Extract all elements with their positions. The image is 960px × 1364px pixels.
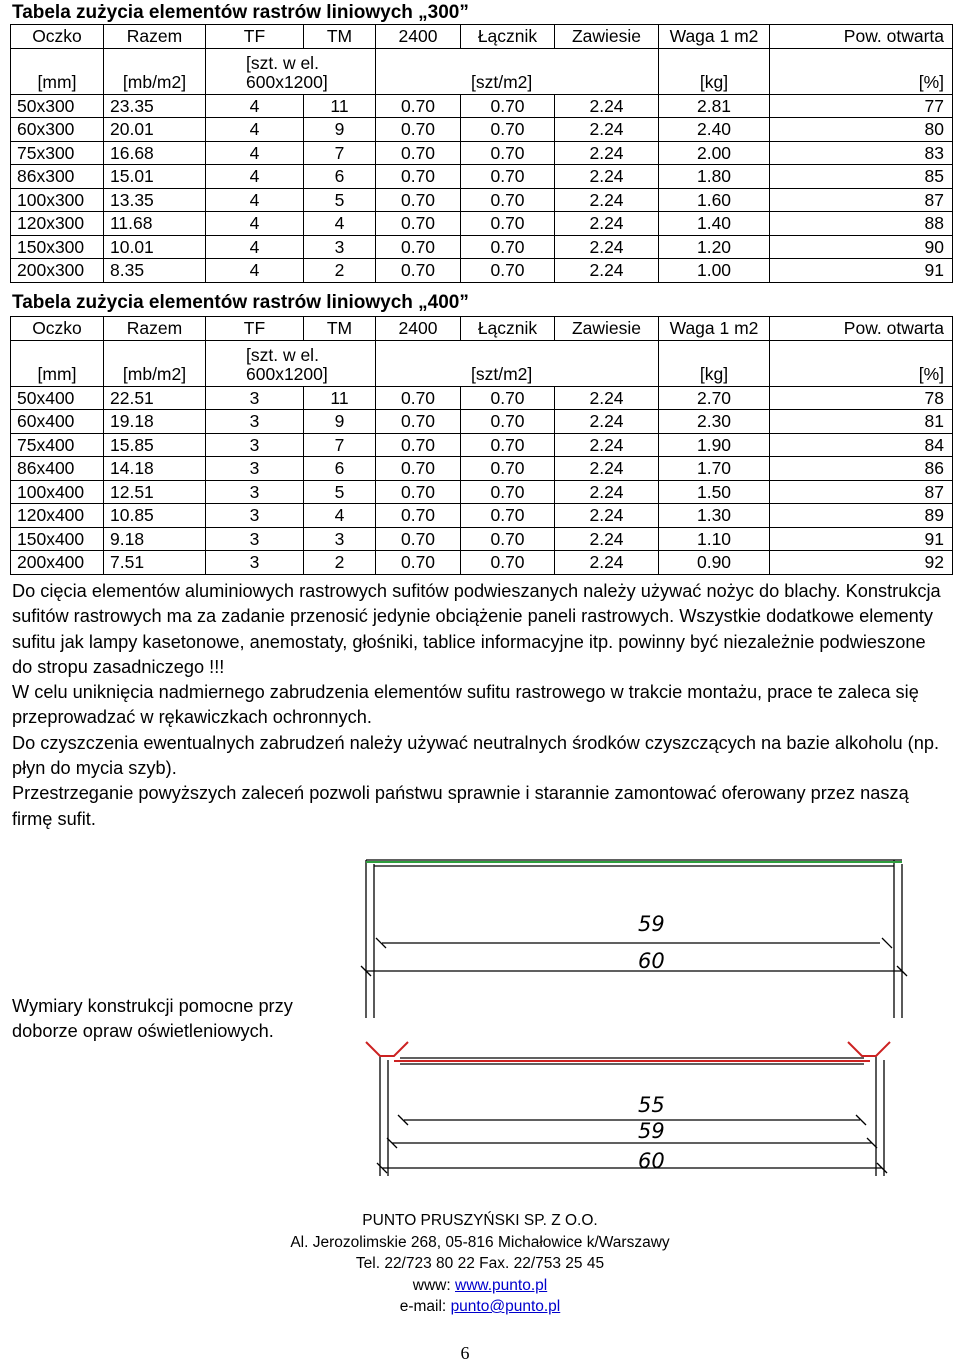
company-www	[280, 1275, 680, 1297]
email-label: e-mail:	[399, 1298, 451, 1315]
table-300-title: Tabela zużycia elementów rastrów liniowych „300”	[12, 2, 469, 23]
table-cell: 1.20	[659, 235, 770, 259]
table-row	[11, 433, 953, 457]
table-cell: 200x300	[11, 259, 104, 283]
table-400-title: Tabela zużycia elementów rastrów liniowych „400”	[12, 292, 469, 313]
table-cell: 4	[206, 188, 304, 212]
table-cell: 2.24	[555, 165, 659, 189]
table-cell: 4	[206, 212, 304, 236]
table-cell: 13.35	[104, 188, 206, 212]
table-cell: 2.24	[555, 141, 659, 165]
table-row	[11, 457, 953, 481]
table-cell: 0.70	[461, 551, 555, 575]
table-cell: 91	[770, 527, 953, 551]
col-tf: TF	[206, 317, 304, 341]
table-cell: 15.01	[104, 165, 206, 189]
table-cell: 2.40	[659, 118, 770, 142]
table-cell: 50x400	[11, 386, 104, 410]
table-cell: 0.70	[376, 141, 461, 165]
table-cell: 2	[304, 551, 376, 575]
table-row	[11, 551, 953, 575]
col-oczko: Oczko	[11, 25, 104, 49]
unit-szt-el-line1: [szt. w el.	[246, 344, 319, 365]
table-cell: 4	[206, 165, 304, 189]
table-cell: 86x300	[11, 165, 104, 189]
table-cell: 4	[206, 141, 304, 165]
company-address: Al. Jerozolimskie 268, 05-816 Michałowice k/Warszawy	[290, 1233, 670, 1251]
table-cell: 2.24	[555, 504, 659, 528]
table-cell: 0.70	[376, 457, 461, 481]
table-cell: 3	[206, 433, 304, 457]
table-cell: 2.81	[659, 94, 770, 118]
table-cell: 0.70	[376, 527, 461, 551]
table-cell: 0.70	[376, 235, 461, 259]
col-razem: Razem	[104, 25, 206, 49]
table-cell: 0.70	[376, 259, 461, 283]
table-cell: 2.24	[555, 94, 659, 118]
table-cell: 1.30	[659, 504, 770, 528]
table-cell: 5	[304, 188, 376, 212]
company-name: PUNTO PRUSZYŃSKI SP. Z O.O.	[362, 1212, 598, 1229]
table-400-units-row	[11, 340, 953, 386]
table-cell: 0.70	[461, 386, 555, 410]
table-row	[11, 386, 953, 410]
table-cell: 1.60	[659, 188, 770, 212]
unit-mb: [mb/m2]	[104, 48, 206, 94]
table-row	[11, 480, 953, 504]
unit-szt-el-line1: [szt. w el.	[246, 52, 319, 73]
table-cell: 1.50	[659, 480, 770, 504]
table-cell: 4	[304, 504, 376, 528]
table-cell: 0.70	[376, 165, 461, 189]
unit-szt-el	[206, 340, 376, 386]
table-cell: 89	[770, 504, 953, 528]
table-cell: 0.70	[461, 504, 555, 528]
unit-pct: [%]	[770, 340, 953, 386]
table-400-body	[11, 386, 953, 574]
table-cell: 100x300	[11, 188, 104, 212]
table-cell: 4	[304, 212, 376, 236]
table-cell: 1.70	[659, 457, 770, 481]
company-phone: Tel. 22/723 80 22 Fax. 22/753 25 45	[355, 1255, 605, 1272]
table-cell: 15.85	[104, 433, 206, 457]
dim-60-label: 60	[638, 1149, 665, 1173]
table-cell: 84	[770, 433, 953, 457]
col-tm: TM	[304, 317, 376, 341]
table-cell: 75x400	[11, 433, 104, 457]
table-cell: 91	[770, 259, 953, 283]
table-cell: 3	[206, 551, 304, 575]
table-cell: 0.70	[461, 259, 555, 283]
note-cutting: Do cięcia elementów aluminiowych rastrowych sufitów podwieszanych należy używać nożyc do blachy. Konstrukcja sufitów rastrowych ma za zadanie przenosić jedynie obciążenie paneli rastrowych. Wszystkie dodatkowe elementy sufitu jak lampy kasetonowe, anemostaty, głośniki, tablice informacyjne itp. powinny być niezależnie podwieszone do stropu zasadniczego !!!	[12, 581, 941, 677]
table-cell: 0.70	[376, 433, 461, 457]
unit-szt-el	[206, 48, 376, 94]
page-number: 6	[460, 1343, 470, 1363]
table-cell: 0.70	[376, 94, 461, 118]
table-cell: 81	[770, 410, 953, 434]
table-cell: 1.80	[659, 165, 770, 189]
unit-mb: [mb/m2]	[104, 340, 206, 386]
table-cell: 11.68	[104, 212, 206, 236]
table-cell: 11	[304, 94, 376, 118]
table-400-header-row	[11, 317, 953, 341]
note-cleaning: Do czyszczenia ewentualnych zabrudzeń należy używać neutralnych środków czyszczących na bazie alkoholu (np. płyn do mycia szyb).	[12, 732, 940, 779]
table-300	[10, 24, 953, 283]
table-cell: 2.24	[555, 551, 659, 575]
unit-szt-m2: [szt/m2]	[376, 340, 659, 386]
table-row	[11, 504, 953, 528]
unit-mm: [mm]	[11, 48, 104, 94]
profile-drawing-1	[360, 850, 920, 1020]
table-cell: 10.85	[104, 504, 206, 528]
table-cell: 0.70	[461, 433, 555, 457]
profile-drawing-2	[360, 1030, 930, 1178]
table-cell: 3	[304, 235, 376, 259]
table-cell: 9	[304, 410, 376, 434]
table-cell: 120x300	[11, 212, 104, 236]
table-cell: 2.24	[555, 433, 659, 457]
unit-mm: [mm]	[11, 340, 104, 386]
table-cell: 0.70	[376, 551, 461, 575]
table-cell: 3	[206, 480, 304, 504]
table-cell: 0.70	[376, 480, 461, 504]
unit-pct: [%]	[770, 48, 953, 94]
table-cell: 1.00	[659, 259, 770, 283]
table-cell: 2.24	[555, 410, 659, 434]
table-row	[11, 259, 953, 283]
table-cell: 92	[770, 551, 953, 575]
table-cell: 3	[206, 504, 304, 528]
www-label: www:	[412, 1276, 455, 1294]
table-cell: 2.30	[659, 410, 770, 434]
www-link[interactable]: www.punto.pl	[455, 1276, 548, 1294]
email-link[interactable]: punto@punto.pl	[450, 1298, 561, 1315]
table-cell: 60x400	[11, 410, 104, 434]
table-row	[11, 141, 953, 165]
company-footer	[280, 1210, 680, 1318]
table-cell: 3	[304, 527, 376, 551]
col-lacznik: Łącznik	[461, 317, 555, 341]
col-waga: Waga 1 m2	[659, 317, 770, 341]
table-cell: 86	[770, 457, 953, 481]
table-cell: 0.70	[461, 410, 555, 434]
col-waga: Waga 1 m2	[659, 25, 770, 49]
col-lacznik: Łącznik	[461, 25, 555, 49]
table-cell: 1.10	[659, 527, 770, 551]
table-row	[11, 188, 953, 212]
table-cell: 4	[206, 259, 304, 283]
table-cell: 0.70	[461, 235, 555, 259]
dim-inner-label: 59	[638, 912, 665, 936]
table-cell: 14.18	[104, 457, 206, 481]
dim-outer-label: 60	[638, 949, 665, 973]
table-row	[11, 165, 953, 189]
table-cell: 0.70	[376, 410, 461, 434]
table-cell: 75x300	[11, 141, 104, 165]
table-cell: 4	[206, 235, 304, 259]
table-cell: 0.70	[376, 504, 461, 528]
col-tf: TF	[206, 25, 304, 49]
table-cell: 7.51	[104, 551, 206, 575]
table-cell: 2.24	[555, 212, 659, 236]
col-oczko: Oczko	[11, 317, 104, 341]
table-cell: 60x300	[11, 118, 104, 142]
table-cell: 0.70	[461, 527, 555, 551]
table-cell: 80	[770, 118, 953, 142]
table-cell: 3	[206, 410, 304, 434]
table-cell: 0.70	[461, 212, 555, 236]
table-cell: 22.51	[104, 386, 206, 410]
table-cell: 2.24	[555, 235, 659, 259]
dimensions-note: Wymiary konstrukcji pomocne przy doborze opraw oświetleniowych.	[12, 996, 293, 1041]
table-cell: 12.51	[104, 480, 206, 504]
table-cell: 0.70	[461, 457, 555, 481]
table-row	[11, 235, 953, 259]
table-cell: 1.40	[659, 212, 770, 236]
table-cell: 2.24	[555, 480, 659, 504]
table-300-body	[11, 94, 953, 282]
table-cell: 2.24	[555, 386, 659, 410]
table-cell: 2.24	[555, 259, 659, 283]
table-cell: 4	[206, 94, 304, 118]
table-300-header-row	[11, 25, 953, 49]
note-compliance: Przestrzeganie powyższych zaleceń pozwoli państwu sprawnie i starannie zamontować oferowany przez naszą firmę sufit.	[12, 783, 909, 829]
table-cell: 86x400	[11, 457, 104, 481]
col-tm: TM	[304, 25, 376, 49]
table-cell: 2.24	[555, 118, 659, 142]
col-zawiesie: Zawiesie	[555, 317, 659, 341]
table-cell: 7	[304, 141, 376, 165]
table-cell: 9	[304, 118, 376, 142]
table-cell: 120x400	[11, 504, 104, 528]
table-row	[11, 410, 953, 434]
table-cell: 4	[206, 118, 304, 142]
table-cell: 10.01	[104, 235, 206, 259]
table-cell: 20.01	[104, 118, 206, 142]
table-cell: 87	[770, 188, 953, 212]
dim-55-label: 55	[638, 1093, 665, 1117]
table-cell: 9.18	[104, 527, 206, 551]
unit-szt-el-line2: 600x1200]	[246, 71, 328, 92]
table-cell: 0.70	[376, 212, 461, 236]
col-2400: 2400	[376, 25, 461, 49]
notes-block	[12, 579, 947, 832]
table-cell: 11	[304, 386, 376, 410]
table-cell: 23.35	[104, 94, 206, 118]
table-cell: 78	[770, 386, 953, 410]
table-cell: 200x400	[11, 551, 104, 575]
table-cell: 90	[770, 235, 953, 259]
table-row	[11, 527, 953, 551]
table-row	[11, 212, 953, 236]
table-cell: 87	[770, 480, 953, 504]
col-pow-otwarta: Pow. otwarta	[770, 25, 953, 49]
table-cell: 5	[304, 480, 376, 504]
table-cell: 0.70	[461, 480, 555, 504]
table-cell: 3	[206, 457, 304, 481]
table-cell: 1.90	[659, 433, 770, 457]
dim-59-label: 59	[638, 1119, 665, 1143]
table-cell: 2.24	[555, 188, 659, 212]
unit-szt-m2: [szt/m2]	[376, 48, 659, 94]
table-300-units-row	[11, 48, 953, 94]
table-cell: 2.70	[659, 386, 770, 410]
table-cell: 8.35	[104, 259, 206, 283]
table-cell: 0.70	[461, 188, 555, 212]
table-cell: 0.70	[376, 118, 461, 142]
unit-szt-el-line2: 600x1200]	[246, 363, 328, 384]
table-cell: 19.18	[104, 410, 206, 434]
table-cell: 0.70	[461, 141, 555, 165]
col-pow-otwarta: Pow. otwarta	[770, 317, 953, 341]
table-cell: 83	[770, 141, 953, 165]
table-cell: 85	[770, 165, 953, 189]
table-cell: 7	[304, 433, 376, 457]
table-cell: 6	[304, 165, 376, 189]
table-cell: 2.24	[555, 527, 659, 551]
col-2400: 2400	[376, 317, 461, 341]
table-cell: 0.70	[376, 188, 461, 212]
table-cell: 2.00	[659, 141, 770, 165]
table-400	[10, 316, 953, 575]
table-cell: 88	[770, 212, 953, 236]
table-cell: 0.90	[659, 551, 770, 575]
table-cell: 100x400	[11, 480, 104, 504]
table-cell: 3	[206, 386, 304, 410]
table-cell: 150x400	[11, 527, 104, 551]
table-cell: 6	[304, 457, 376, 481]
table-cell: 3	[206, 527, 304, 551]
table-cell: 16.68	[104, 141, 206, 165]
table-cell: 2	[304, 259, 376, 283]
table-cell: 77	[770, 94, 953, 118]
table-cell: 0.70	[376, 386, 461, 410]
table-row	[11, 118, 953, 142]
table-row	[11, 94, 953, 118]
col-zawiesie: Zawiesie	[555, 25, 659, 49]
table-cell: 50x300	[11, 94, 104, 118]
table-cell: 2.24	[555, 457, 659, 481]
table-cell: 150x300	[11, 235, 104, 259]
unit-kg: [kg]	[659, 340, 770, 386]
table-cell: 0.70	[461, 118, 555, 142]
unit-kg: [kg]	[659, 48, 770, 94]
note-gloves: W celu uniknięcia nadmiernego zabrudzenia elementów sufitu rastrowego w trakcie montażu, prace te zaleca się przeprowadzać w rękawiczkach ochronnych.	[12, 682, 919, 728]
col-razem: Razem	[104, 317, 206, 341]
table-cell: 0.70	[461, 165, 555, 189]
company-email	[280, 1296, 680, 1318]
table-cell: 0.70	[461, 94, 555, 118]
